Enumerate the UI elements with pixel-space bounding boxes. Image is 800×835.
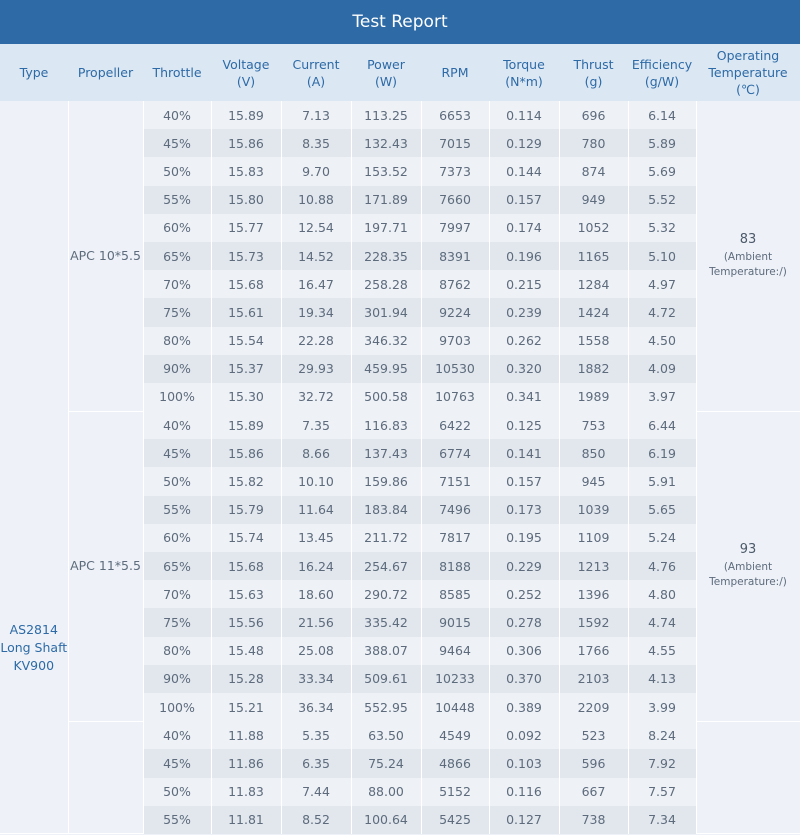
torque-cell: 0.229 bbox=[489, 552, 559, 580]
throttle-cell: 60% bbox=[143, 524, 211, 552]
efficiency-cell: 7.57 bbox=[628, 778, 696, 806]
throttle-cell: 45% bbox=[143, 749, 211, 777]
rpm-cell: 5152 bbox=[421, 778, 489, 806]
rpm-cell: 6774 bbox=[421, 439, 489, 467]
rpm-cell: 7151 bbox=[421, 467, 489, 495]
efficiency-cell: 4.09 bbox=[628, 355, 696, 383]
thrust-cell: 596 bbox=[559, 749, 628, 777]
column-header-label: Type bbox=[19, 65, 49, 80]
column-header-label: Efficiency bbox=[631, 56, 693, 72]
voltage-cell: 11.86 bbox=[211, 749, 281, 777]
voltage-cell: 15.82 bbox=[211, 467, 281, 495]
current-cell: 13.45 bbox=[281, 524, 351, 552]
rpm-cell: 9015 bbox=[421, 608, 489, 636]
voltage-cell: 15.89 bbox=[211, 101, 281, 129]
torque-cell: 0.157 bbox=[489, 467, 559, 495]
power-cell: 116.83 bbox=[351, 411, 421, 439]
throttle-cell: 50% bbox=[143, 157, 211, 185]
column-header bbox=[696, 44, 800, 101]
thrust-cell: 949 bbox=[559, 186, 628, 214]
table-row bbox=[0, 411, 800, 439]
rpm-cell: 10233 bbox=[421, 665, 489, 693]
thrust-cell: 850 bbox=[559, 439, 628, 467]
motor-type-cell bbox=[0, 101, 68, 834]
column-header-label: Current bbox=[292, 56, 340, 72]
thrust-cell: 667 bbox=[559, 778, 628, 806]
throttle-cell: 65% bbox=[143, 552, 211, 580]
power-cell: 183.84 bbox=[351, 496, 421, 524]
power-cell: 552.95 bbox=[351, 693, 421, 721]
efficiency-cell: 6.19 bbox=[628, 439, 696, 467]
thrust-cell: 1424 bbox=[559, 298, 628, 326]
propeller-cell bbox=[68, 101, 143, 411]
thrust-cell: 780 bbox=[559, 129, 628, 157]
throttle-cell: 50% bbox=[143, 467, 211, 495]
motor-type-label: AS2814 Long Shaft KV900 bbox=[0, 622, 68, 673]
current-cell: 36.34 bbox=[281, 693, 351, 721]
current-cell: 21.56 bbox=[281, 608, 351, 636]
propeller-cell bbox=[68, 721, 143, 834]
propeller-cell bbox=[68, 411, 143, 721]
voltage-cell: 15.56 bbox=[211, 608, 281, 636]
voltage-cell: 15.86 bbox=[211, 129, 281, 157]
torque-cell: 0.103 bbox=[489, 749, 559, 777]
power-cell: 211.72 bbox=[351, 524, 421, 552]
efficiency-cell: 6.44 bbox=[628, 411, 696, 439]
throttle-cell: 40% bbox=[143, 721, 211, 749]
column-header-label: Power bbox=[367, 56, 405, 72]
torque-cell: 0.320 bbox=[489, 355, 559, 383]
throttle-cell: 80% bbox=[143, 637, 211, 665]
efficiency-cell: 4.50 bbox=[628, 327, 696, 355]
temperature-value: 93 bbox=[739, 542, 757, 558]
voltage-cell: 15.63 bbox=[211, 580, 281, 608]
voltage-cell: 15.77 bbox=[211, 214, 281, 242]
column-header bbox=[143, 44, 211, 101]
current-cell: 19.34 bbox=[281, 298, 351, 326]
power-cell: 335.42 bbox=[351, 608, 421, 636]
rpm-cell: 9224 bbox=[421, 298, 489, 326]
column-header bbox=[421, 44, 489, 101]
voltage-cell: 15.73 bbox=[211, 242, 281, 270]
report-title: Test Report bbox=[0, 0, 800, 44]
current-cell: 8.66 bbox=[281, 439, 351, 467]
thrust-cell: 2103 bbox=[559, 665, 628, 693]
column-header bbox=[211, 44, 281, 101]
torque-cell: 0.129 bbox=[489, 129, 559, 157]
torque-cell: 0.370 bbox=[489, 665, 559, 693]
torque-cell: 0.215 bbox=[489, 270, 559, 298]
power-cell: 88.00 bbox=[351, 778, 421, 806]
column-header bbox=[0, 44, 68, 101]
power-cell: 113.25 bbox=[351, 101, 421, 129]
throttle-cell: 75% bbox=[143, 298, 211, 326]
column-header-unit: (℃) bbox=[736, 82, 760, 97]
efficiency-cell: 4.76 bbox=[628, 552, 696, 580]
torque-cell: 0.389 bbox=[489, 693, 559, 721]
table-header bbox=[0, 44, 800, 101]
propeller-label: APC 11*5.5 bbox=[70, 558, 141, 574]
thrust-cell: 1882 bbox=[559, 355, 628, 383]
throttle-cell: 40% bbox=[143, 101, 211, 129]
current-cell: 10.88 bbox=[281, 186, 351, 214]
torque-cell: 0.173 bbox=[489, 496, 559, 524]
column-header-label: Operating Temperature bbox=[708, 48, 788, 80]
ambient-temperature-note: (Ambient Temperature:/) bbox=[709, 561, 787, 589]
torque-cell: 0.262 bbox=[489, 327, 559, 355]
voltage-cell: 15.68 bbox=[211, 552, 281, 580]
voltage-cell: 15.89 bbox=[211, 411, 281, 439]
power-cell: 159.86 bbox=[351, 467, 421, 495]
power-cell: 171.89 bbox=[351, 186, 421, 214]
voltage-cell: 15.21 bbox=[211, 693, 281, 721]
voltage-cell: 15.80 bbox=[211, 186, 281, 214]
torque-cell: 0.278 bbox=[489, 608, 559, 636]
current-cell: 22.28 bbox=[281, 327, 351, 355]
rpm-cell: 4866 bbox=[421, 749, 489, 777]
thrust-cell: 1213 bbox=[559, 552, 628, 580]
column-header bbox=[559, 44, 628, 101]
throttle-cell: 70% bbox=[143, 580, 211, 608]
ambient-temperature-note: (Ambient Temperature:/) bbox=[709, 250, 787, 278]
torque-cell: 0.125 bbox=[489, 411, 559, 439]
rpm-cell: 7660 bbox=[421, 186, 489, 214]
efficiency-cell: 5.24 bbox=[628, 524, 696, 552]
throttle-cell: 70% bbox=[143, 270, 211, 298]
torque-cell: 0.252 bbox=[489, 580, 559, 608]
efficiency-cell: 4.55 bbox=[628, 637, 696, 665]
torque-cell: 0.306 bbox=[489, 637, 559, 665]
efficiency-cell: 7.92 bbox=[628, 749, 696, 777]
thrust-cell: 1165 bbox=[559, 242, 628, 270]
current-cell: 29.93 bbox=[281, 355, 351, 383]
column-header bbox=[628, 44, 696, 101]
rpm-cell: 8762 bbox=[421, 270, 489, 298]
voltage-cell: 15.74 bbox=[211, 524, 281, 552]
power-cell: 100.64 bbox=[351, 806, 421, 834]
throttle-cell: 45% bbox=[143, 439, 211, 467]
table-body bbox=[0, 101, 800, 834]
voltage-cell: 15.37 bbox=[211, 355, 281, 383]
efficiency-cell: 7.34 bbox=[628, 806, 696, 834]
rpm-cell: 7496 bbox=[421, 496, 489, 524]
column-header-label: Voltage bbox=[222, 56, 270, 72]
column-header-unit: (V) bbox=[236, 73, 256, 89]
throttle-cell: 80% bbox=[143, 327, 211, 355]
power-cell: 254.67 bbox=[351, 552, 421, 580]
column-header bbox=[68, 44, 143, 101]
throttle-cell: 40% bbox=[143, 411, 211, 439]
torque-cell: 0.114 bbox=[489, 101, 559, 129]
current-cell: 18.60 bbox=[281, 580, 351, 608]
rpm-cell: 8585 bbox=[421, 580, 489, 608]
column-header-unit: (g/W) bbox=[644, 73, 680, 89]
current-cell: 6.35 bbox=[281, 749, 351, 777]
thrust-cell: 753 bbox=[559, 411, 628, 439]
column-header bbox=[351, 44, 421, 101]
torque-cell: 0.092 bbox=[489, 721, 559, 749]
rpm-cell: 10763 bbox=[421, 383, 489, 411]
throttle-cell: 65% bbox=[143, 242, 211, 270]
efficiency-cell: 5.91 bbox=[628, 467, 696, 495]
voltage-cell: 15.54 bbox=[211, 327, 281, 355]
thrust-cell: 1592 bbox=[559, 608, 628, 636]
efficiency-cell: 4.72 bbox=[628, 298, 696, 326]
efficiency-cell: 5.52 bbox=[628, 186, 696, 214]
throttle-cell: 45% bbox=[143, 129, 211, 157]
torque-cell: 0.196 bbox=[489, 242, 559, 270]
rpm-cell: 7373 bbox=[421, 157, 489, 185]
thrust-cell: 1989 bbox=[559, 383, 628, 411]
operating-temperature-cell bbox=[696, 411, 800, 721]
voltage-cell: 15.68 bbox=[211, 270, 281, 298]
throttle-cell: 100% bbox=[143, 383, 211, 411]
thrust-cell: 1396 bbox=[559, 580, 628, 608]
current-cell: 7.35 bbox=[281, 411, 351, 439]
efficiency-cell: 4.97 bbox=[628, 270, 696, 298]
torque-cell: 0.157 bbox=[489, 186, 559, 214]
power-cell: 132.43 bbox=[351, 129, 421, 157]
thrust-cell: 738 bbox=[559, 806, 628, 834]
rpm-cell: 7817 bbox=[421, 524, 489, 552]
current-cell: 12.54 bbox=[281, 214, 351, 242]
operating-temperature-cell bbox=[696, 101, 800, 411]
column-header-unit: (W) bbox=[374, 73, 398, 89]
throttle-cell: 50% bbox=[143, 778, 211, 806]
thrust-cell: 1558 bbox=[559, 327, 628, 355]
thrust-cell: 945 bbox=[559, 467, 628, 495]
thrust-cell: 1052 bbox=[559, 214, 628, 242]
efficiency-cell: 8.24 bbox=[628, 721, 696, 749]
efficiency-cell: 5.69 bbox=[628, 157, 696, 185]
operating-temperature-cell bbox=[696, 721, 800, 834]
torque-cell: 0.141 bbox=[489, 439, 559, 467]
table-row bbox=[0, 101, 800, 129]
column-header-label: Propeller bbox=[77, 65, 134, 80]
efficiency-cell: 4.13 bbox=[628, 665, 696, 693]
rpm-cell: 4549 bbox=[421, 721, 489, 749]
propeller-label: APC 10*5.5 bbox=[70, 247, 141, 263]
thrust-cell: 874 bbox=[559, 157, 628, 185]
current-cell: 16.47 bbox=[281, 270, 351, 298]
power-cell: 459.95 bbox=[351, 355, 421, 383]
efficiency-cell: 6.14 bbox=[628, 101, 696, 129]
rpm-cell: 10530 bbox=[421, 355, 489, 383]
column-header-label: Throttle bbox=[152, 65, 202, 80]
current-cell: 33.34 bbox=[281, 665, 351, 693]
rpm-cell: 6422 bbox=[421, 411, 489, 439]
power-cell: 153.52 bbox=[351, 157, 421, 185]
column-header-label: RPM bbox=[441, 65, 469, 80]
efficiency-cell: 3.99 bbox=[628, 693, 696, 721]
rpm-cell: 7015 bbox=[421, 129, 489, 157]
test-report-table bbox=[0, 44, 800, 834]
throttle-cell: 60% bbox=[143, 214, 211, 242]
voltage-cell: 15.83 bbox=[211, 157, 281, 185]
voltage-cell: 15.86 bbox=[211, 439, 281, 467]
efficiency-cell: 5.32 bbox=[628, 214, 696, 242]
current-cell: 11.64 bbox=[281, 496, 351, 524]
voltage-cell: 15.28 bbox=[211, 665, 281, 693]
throttle-cell: 55% bbox=[143, 806, 211, 834]
thrust-cell: 1039 bbox=[559, 496, 628, 524]
column-header-unit: (g) bbox=[584, 73, 603, 89]
voltage-cell: 15.30 bbox=[211, 383, 281, 411]
thrust-cell: 1766 bbox=[559, 637, 628, 665]
rpm-cell: 7997 bbox=[421, 214, 489, 242]
throttle-cell: 55% bbox=[143, 186, 211, 214]
throttle-cell: 55% bbox=[143, 496, 211, 524]
current-cell: 10.10 bbox=[281, 467, 351, 495]
efficiency-cell: 5.65 bbox=[628, 496, 696, 524]
throttle-cell: 75% bbox=[143, 608, 211, 636]
power-cell: 258.28 bbox=[351, 270, 421, 298]
current-cell: 32.72 bbox=[281, 383, 351, 411]
efficiency-cell: 3.97 bbox=[628, 383, 696, 411]
column-header-label: Torque bbox=[503, 56, 545, 72]
thrust-cell: 1284 bbox=[559, 270, 628, 298]
rpm-cell: 8391 bbox=[421, 242, 489, 270]
rpm-cell: 8188 bbox=[421, 552, 489, 580]
torque-cell: 0.144 bbox=[489, 157, 559, 185]
power-cell: 346.32 bbox=[351, 327, 421, 355]
efficiency-cell: 4.80 bbox=[628, 580, 696, 608]
thrust-cell: 523 bbox=[559, 721, 628, 749]
temperature-value: 83 bbox=[739, 231, 757, 247]
current-cell: 8.52 bbox=[281, 806, 351, 834]
power-cell: 228.35 bbox=[351, 242, 421, 270]
column-header-unit: (A) bbox=[306, 73, 326, 89]
torque-cell: 0.341 bbox=[489, 383, 559, 411]
current-cell: 14.52 bbox=[281, 242, 351, 270]
voltage-cell: 15.61 bbox=[211, 298, 281, 326]
power-cell: 197.71 bbox=[351, 214, 421, 242]
rpm-cell: 10448 bbox=[421, 693, 489, 721]
power-cell: 301.94 bbox=[351, 298, 421, 326]
throttle-cell: 100% bbox=[143, 693, 211, 721]
efficiency-cell: 5.89 bbox=[628, 129, 696, 157]
column-header-label: Thrust bbox=[573, 56, 614, 72]
table-row bbox=[0, 721, 800, 749]
power-cell: 290.72 bbox=[351, 580, 421, 608]
current-cell: 16.24 bbox=[281, 552, 351, 580]
power-cell: 388.07 bbox=[351, 637, 421, 665]
current-cell: 7.44 bbox=[281, 778, 351, 806]
rpm-cell: 5425 bbox=[421, 806, 489, 834]
column-header bbox=[489, 44, 559, 101]
power-cell: 75.24 bbox=[351, 749, 421, 777]
torque-cell: 0.127 bbox=[489, 806, 559, 834]
rpm-cell: 9703 bbox=[421, 327, 489, 355]
voltage-cell: 11.81 bbox=[211, 806, 281, 834]
torque-cell: 0.174 bbox=[489, 214, 559, 242]
voltage-cell: 11.88 bbox=[211, 721, 281, 749]
efficiency-cell: 5.10 bbox=[628, 242, 696, 270]
torque-cell: 0.116 bbox=[489, 778, 559, 806]
throttle-cell: 90% bbox=[143, 665, 211, 693]
efficiency-cell: 4.74 bbox=[628, 608, 696, 636]
current-cell: 7.13 bbox=[281, 101, 351, 129]
current-cell: 9.70 bbox=[281, 157, 351, 185]
power-cell: 137.43 bbox=[351, 439, 421, 467]
voltage-cell: 15.48 bbox=[211, 637, 281, 665]
column-header bbox=[281, 44, 351, 101]
column-header-unit: (N*m) bbox=[505, 73, 543, 89]
thrust-cell: 696 bbox=[559, 101, 628, 129]
torque-cell: 0.239 bbox=[489, 298, 559, 326]
thrust-cell: 2209 bbox=[559, 693, 628, 721]
power-cell: 500.58 bbox=[351, 383, 421, 411]
current-cell: 8.35 bbox=[281, 129, 351, 157]
torque-cell: 0.195 bbox=[489, 524, 559, 552]
voltage-cell: 11.83 bbox=[211, 778, 281, 806]
current-cell: 5.35 bbox=[281, 721, 351, 749]
voltage-cell: 15.79 bbox=[211, 496, 281, 524]
power-cell: 63.50 bbox=[351, 721, 421, 749]
throttle-cell: 90% bbox=[143, 355, 211, 383]
thrust-cell: 1109 bbox=[559, 524, 628, 552]
rpm-cell: 9464 bbox=[421, 637, 489, 665]
rpm-cell: 6653 bbox=[421, 101, 489, 129]
power-cell: 509.61 bbox=[351, 665, 421, 693]
current-cell: 25.08 bbox=[281, 637, 351, 665]
